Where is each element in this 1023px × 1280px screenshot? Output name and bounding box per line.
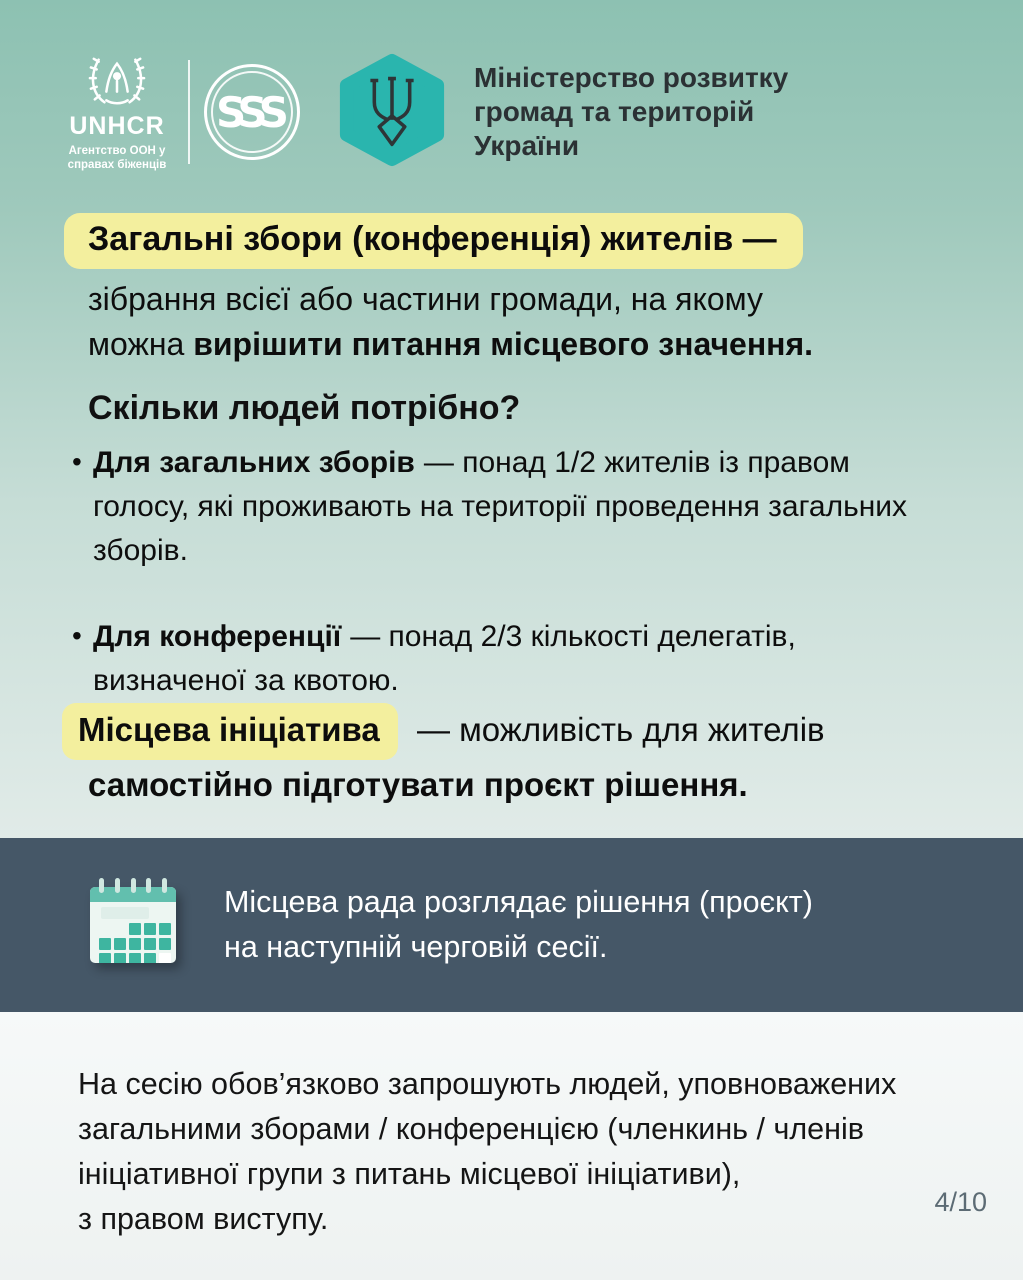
unhcr-subtitle: Агентство ООН у справах біженців (67, 145, 167, 171)
bullet-item-conference (72, 615, 912, 703)
trident-icon (336, 154, 448, 171)
bottom-section (0, 1012, 1023, 1280)
bullet-marker: • (72, 446, 82, 477)
bullet-rest: — понад 2/3 кількості делегатів, визначеної за квотою. (93, 620, 796, 697)
bullet-list (72, 441, 912, 745)
bullet-item-general-meeting (72, 441, 912, 573)
callout-text: Місцева рада розглядає рішення (проєкт) на наступній черговій сесії. (224, 885, 813, 964)
term-definition: зібрання всієї або частини громади, на якому можна вирішити питання місцевого значення. (88, 281, 814, 362)
ministry-emblem (336, 53, 448, 172)
header-divider (188, 60, 190, 164)
initiative-highlight: Місцева ініціатива (62, 703, 398, 760)
bullet-rest: — понад 1/2 жителів із правом голосу, які проживають на території проведення загальних зборів. (93, 446, 908, 567)
bullet-marker: • (72, 620, 82, 651)
bullet-lead: Для загальних зборів (93, 446, 415, 479)
initiative-block (62, 703, 982, 810)
intro-block (64, 213, 974, 428)
sss-logo (204, 64, 300, 160)
unhcr-logo (58, 52, 176, 172)
header (58, 52, 788, 172)
initiative-bold-line: самостійно підготувати проєкт рішення. (88, 766, 748, 803)
footer-text: На сесію обов’язково запрошують людей, уповноважених загальними зборами / конференцією (членкинь / членів ініціативної групи з питань місцевої ініціативи), з правом виступу. (78, 1067, 897, 1236)
bullet-lead: Для конференції (93, 620, 342, 653)
initiative-rest: — можливість для жителів (416, 711, 825, 748)
calendar-icon (90, 887, 176, 963)
term-highlight: Загальні збори (конференція) жителів — (64, 213, 803, 269)
question-heading: Скільки людей потрібно? (88, 389, 521, 427)
sss-logo-label: SSS (216, 87, 282, 137)
callout-band (0, 838, 1023, 1012)
ministry-name: Міністерство розвитку громад та територій України (474, 62, 789, 161)
unhcr-wordmark: UNHCR (69, 112, 165, 140)
unhcr-emblem-icon (86, 52, 148, 110)
page-number: 4/10 (934, 1187, 987, 1217)
